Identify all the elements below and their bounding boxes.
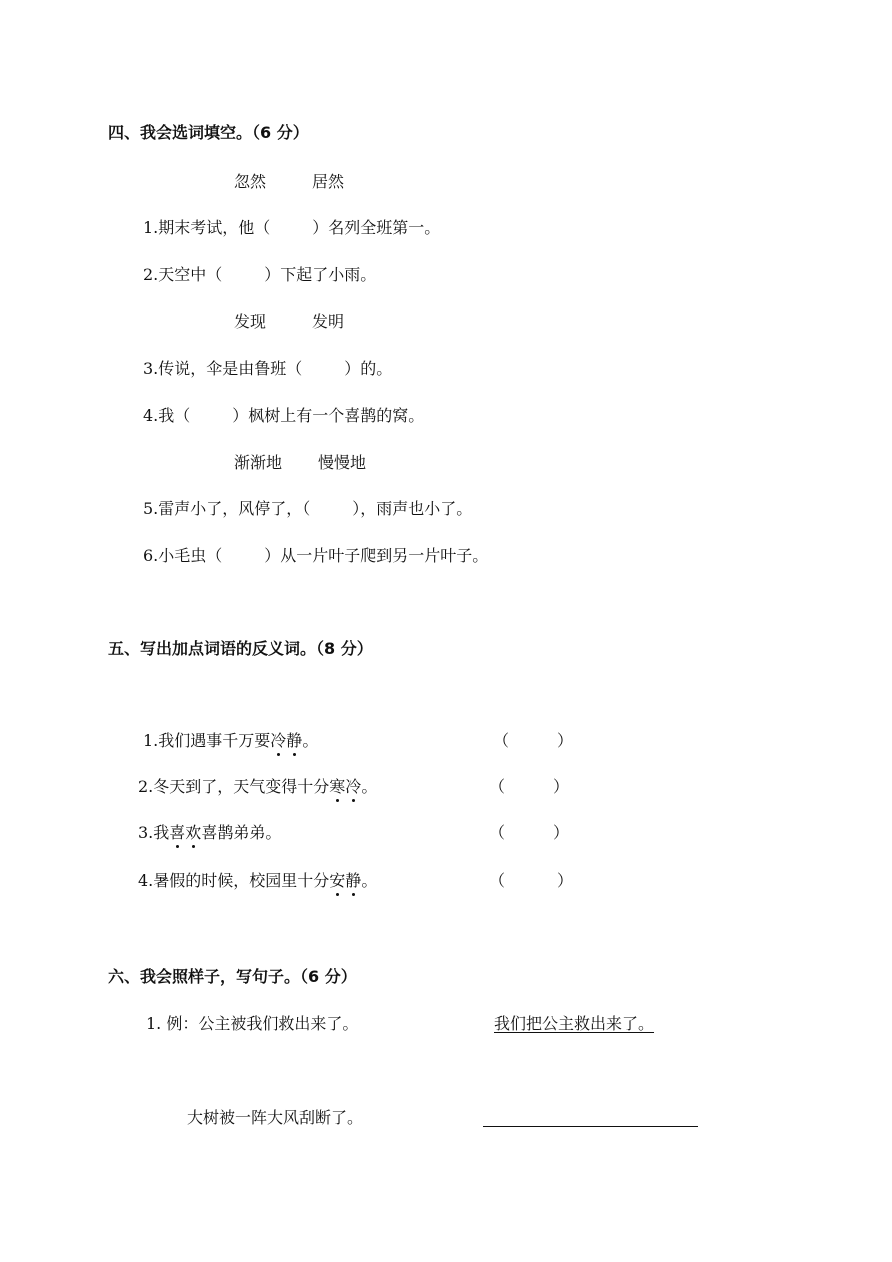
dotted-char: 寒 bbox=[329, 777, 346, 796]
dotted-char: 静 bbox=[345, 871, 362, 890]
antonym-item-4: 4.暑假的时候，校园里十分安静。 bbox=[138, 871, 378, 890]
fill-item-1: 1.期末考试，他（ ）名列全班第一。 bbox=[143, 218, 441, 237]
dotted-char: 欢 bbox=[185, 823, 202, 842]
answer-paren-3[interactable]: （ ） bbox=[489, 823, 570, 842]
fill-item-5: 5.雷声小了，风停了，（ ），雨声也小了。 bbox=[143, 499, 473, 518]
word-choice: 发明 bbox=[312, 312, 345, 331]
example-sentence: 1. 例：公主被我们救出来了。 bbox=[146, 1014, 359, 1033]
word-choice: 发现 bbox=[234, 312, 267, 331]
antonym-item-3: 3.我喜欢喜鹊弟弟。 bbox=[138, 823, 282, 842]
answer-line[interactable] bbox=[483, 1126, 698, 1127]
word-choice-group-2 bbox=[234, 314, 344, 330]
word-choice: 居然 bbox=[312, 172, 345, 191]
antonym-item-1: 1.我们遇事千万要冷静。 bbox=[143, 731, 319, 750]
answer-paren-4[interactable]: （ ） bbox=[489, 871, 574, 890]
word-choice: 渐渐地 bbox=[234, 453, 283, 472]
answer-paren-1[interactable]: （ ） bbox=[493, 731, 574, 750]
dotted-char: 安 bbox=[329, 871, 346, 890]
fill-item-6: 6.小毛虫（ ）从一片叶子爬到另一片叶子。 bbox=[143, 546, 489, 565]
dotted-char: 静 bbox=[286, 731, 303, 750]
section-4-heading: 四、我会选词填空。（6 分） bbox=[108, 123, 309, 142]
fill-item-2: 2.天空中（ ）下起了小雨。 bbox=[143, 265, 377, 284]
word-choice: 慢慢地 bbox=[318, 453, 367, 472]
question-sentence: 大树被一阵大风刮断了。 bbox=[187, 1108, 364, 1127]
dotted-char: 冷 bbox=[270, 731, 287, 750]
dotted-char: 冷 bbox=[345, 777, 362, 796]
section-5-heading: 五、写出加点词语的反义词。（8 分） bbox=[108, 639, 373, 658]
example-answer: 我们把公主救出来了。 bbox=[494, 1014, 655, 1033]
dotted-char: 喜 bbox=[169, 823, 186, 842]
fill-item-4: 4.我（ ）枫树上有一个喜鹊的窝。 bbox=[143, 406, 425, 425]
word-choice: 忽然 bbox=[234, 172, 267, 191]
answer-paren-2[interactable]: （ ） bbox=[489, 777, 570, 796]
word-choice-group-1 bbox=[234, 174, 344, 190]
fill-item-3: 3.传说，伞是由鲁班（ ）的。 bbox=[143, 359, 393, 378]
word-choice-group-3 bbox=[234, 455, 366, 471]
section-6-heading: 六、我会照样子，写句子。（6 分） bbox=[108, 967, 357, 986]
antonym-item-2: 2.冬天到了，天气变得十分寒冷。 bbox=[138, 777, 378, 796]
